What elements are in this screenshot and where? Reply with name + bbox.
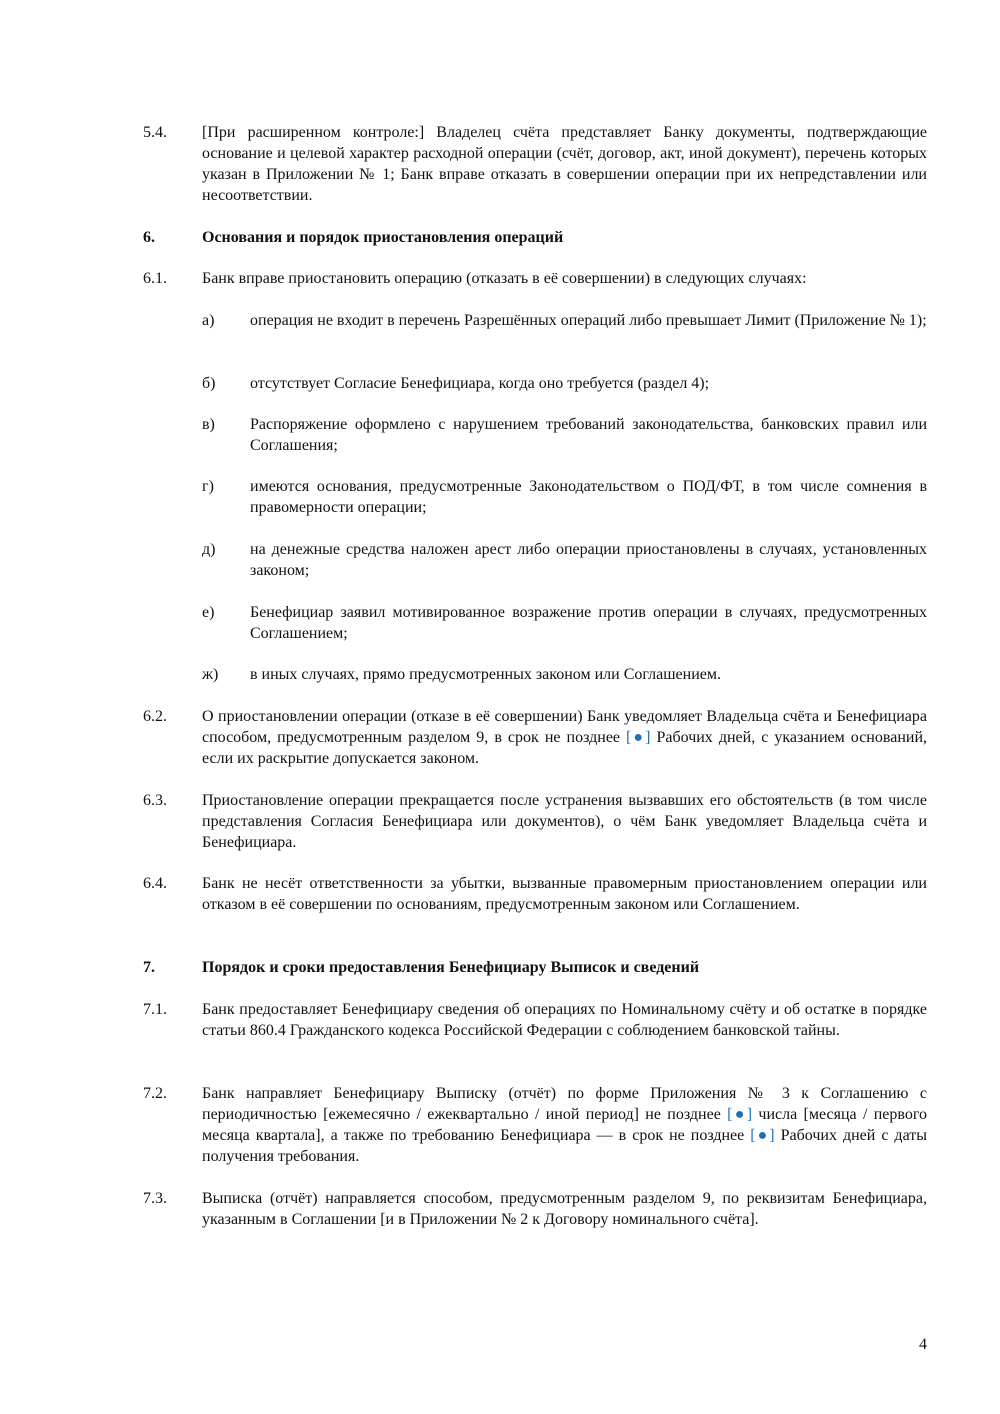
clause-7-1 [143,999,927,1041]
list-text: имеются основания, предусмотренные Законодательством о ПОД/ФТ, в том числе сомнения в правомерности операции; [250,478,927,516]
list-item-d [202,539,927,581]
clause-number: 7.2. [143,1085,167,1102]
placeholder-marker: [●] [750,1127,775,1144]
section-title: Основания и порядок приостановления операций [202,229,564,246]
list-text: отсутствует Согласие Бенефициара, когда оно требуется (раздел 4); [250,375,710,392]
clause-6-1 [143,268,927,289]
clause-text: Приостановление операции прекращается после устранения вызвавших его обстоятельств (в том числе представления Согласия Бенефициара или документов), о чём Банк уведомляет Владельца счёта и Бенефициара. [202,792,927,851]
list-text: Бенефициар заявил мотивированное возражение против операции в случаях, предусмотренных Соглашением; [250,604,927,642]
section-number: 7. [143,959,155,976]
clause-6-2 [143,706,927,769]
list-item-e [202,602,927,644]
section-7-heading [143,957,927,978]
list-item-zh [202,664,927,685]
clause-number: 5.4. [143,124,167,141]
clause-number: 7.3. [143,1190,167,1207]
section-6-heading [143,227,927,248]
list-letter: а) [202,312,215,329]
clause-number: 6.3. [143,792,167,809]
clause-number: 7.1. [143,1001,167,1018]
clause-text: О приостановлении операции (отказе в её совершении) Банк уведомляет Владельца счёта и Бенефициара способом, предусмотренным разделом 9, в срок не позднее [●] Рабочих дней, с указанием оснований, если их раскрытие допускается законом. [202,708,927,767]
clause-text: Банк не несёт ответственности за убытки, вызванные правомерным приостановлением операции или отказом в её совершении по основаниям, предусмотренным законом или Соглашением. [202,875,927,913]
page-number: 4 [919,1336,927,1353]
clause-5-4 [143,122,927,206]
list-letter: г) [202,478,214,495]
placeholder-marker: [●] [727,1106,753,1123]
section-title: Порядок и сроки предоставления Бенефициару Выписок и сведений [202,959,700,976]
list-letter: д) [202,541,216,558]
clause-text: Банк направляет Бенефициару Выписку (отчёт) по форме Приложения № 3 к Соглашению с периодичностью [ежемесячно / ежеквартально / иной период] не позднее [●] числа [месяца / первого месяца квартала], а также по требованию Бенефициара — в срок не позднее [●] Рабочих дней с даты получения требования. [202,1085,928,1165]
list-text: в иных случаях, прямо предусмотренных законом или Соглашением. [250,666,721,683]
placeholder-marker: [●] [626,729,651,746]
list-letter: б) [202,375,216,392]
clause-6-4 [143,873,927,915]
clause-text: Банк предоставляет Бенефициару сведения об операциях по Номинальному счёту и об остатке в порядке статьи 860.4 Гражданского кодекса Российской Федерации с соблюдением банковской тайны. [202,1001,927,1039]
clause-number: 6.4. [143,875,167,892]
list-letter: ж) [202,666,219,683]
clause-text: Банк вправе приостановить операцию (отказать в её совершении) в следующих случаях: [202,270,807,287]
clause-text: Выписка (отчёт) направляется способом, предусмотренным разделом 9, по реквизитам Бенефициара, указанным в Соглашении [и в Приложении № 2 к Договору номинального счёта]. [202,1190,927,1228]
clause-number: 6.2. [143,708,167,725]
list-item-v [202,414,927,456]
list-text: на денежные средства наложен арест либо операции приостановлены в случаях, установленных законом; [250,541,927,579]
section-number: 6. [143,229,155,246]
clause-number: 6.1. [143,270,167,287]
list-item-g [202,476,927,518]
list-letter: е) [202,604,215,621]
list-text: Распоряжение оформлено с нарушением требований законодательства, банковских правил или Соглашения; [250,416,927,454]
clause-text: [При расширенном контроле:] Владелец счёта представляет Банку документы, подтверждающие основание и целевой характер расходной операции (счёт, договор, акт, иной документ), перечень которых указан в Приложении № 1; Банк вправе отказать в совершении операции при их непредставлении или несоответствии. [202,124,927,204]
clause-7-3 [143,1188,927,1230]
list-item-a [202,310,927,331]
clause-7-2 [143,1083,927,1167]
list-item-b [202,373,927,394]
list-text: операция не входит в перечень Разрешённых операций либо превышает Лимит (Приложение № 1); [250,312,927,329]
list-letter: в) [202,416,215,433]
clause-6-3 [143,790,927,853]
